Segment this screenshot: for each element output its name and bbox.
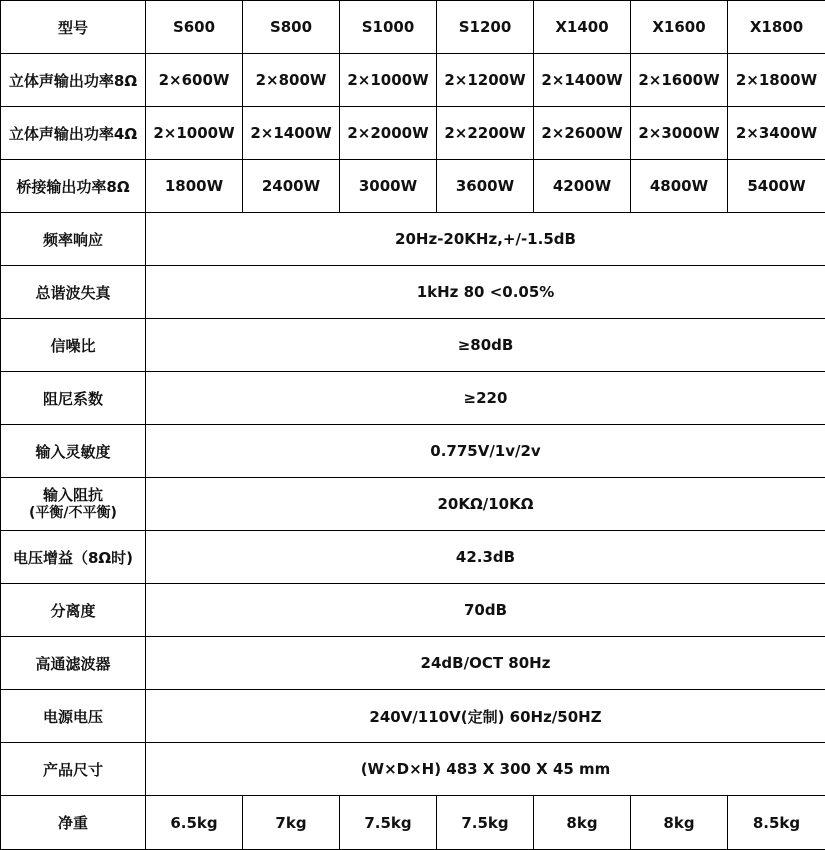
table-row (1, 160, 825, 213)
row-sublabel: (平衡/不平衡) (3, 505, 143, 523)
table-cell: 1800W (146, 160, 243, 213)
model-x1800: X1800 (728, 1, 825, 54)
row-label: 立体声输出功率8Ω (1, 54, 146, 107)
table-cell: 24dB/OCT 80Hz (146, 637, 825, 690)
table-cell: 2×3400W (728, 107, 825, 160)
table-cell: 42.3dB (146, 531, 825, 584)
row-label: 阻尼系数 (1, 372, 146, 425)
table-cell: 3600W (437, 160, 534, 213)
table-cell: 5400W (728, 160, 825, 213)
table-cell: 2×600W (146, 54, 243, 107)
header-label: 型号 (1, 1, 146, 54)
model-x1600: X1600 (631, 1, 728, 54)
table-row (1, 425, 825, 478)
table-cell: 8kg (534, 796, 631, 850)
row-label: 净重 (1, 796, 146, 850)
table-cell: 8kg (631, 796, 728, 850)
model-s1000: S1000 (340, 1, 437, 54)
row-label: 信噪比 (1, 319, 146, 372)
table-row (1, 213, 825, 266)
table-row (1, 372, 825, 425)
table-cell: 7kg (243, 796, 340, 850)
table-cell: 2×1600W (631, 54, 728, 107)
table-row (1, 531, 825, 584)
row-label: 电源电压 (1, 690, 146, 743)
model-s1200: S1200 (437, 1, 534, 54)
row-label: 立体声输出功率4Ω (1, 107, 146, 160)
table-cell: 2400W (243, 160, 340, 213)
table-cell: 2×2000W (340, 107, 437, 160)
table-cell: (W×D×H) 483 X 300 X 45 mm (146, 743, 825, 796)
table-row (1, 319, 825, 372)
table-row (1, 266, 825, 319)
table-cell: 2×2200W (437, 107, 534, 160)
table-row (1, 743, 825, 796)
table-cell: 2×1400W (534, 54, 631, 107)
model-x1400: X1400 (534, 1, 631, 54)
table-row (1, 637, 825, 690)
row-label: 高通滤波器 (1, 637, 146, 690)
table-cell: 2×2600W (534, 107, 631, 160)
table-cell: 2×1000W (340, 54, 437, 107)
model-s600: S600 (146, 1, 243, 54)
table-cell: 1kHz 80 <0.05% (146, 266, 825, 319)
table-row (1, 478, 825, 531)
table-cell: 4800W (631, 160, 728, 213)
row-label: 分离度 (1, 584, 146, 637)
table-row (1, 54, 825, 107)
header-row (1, 1, 825, 54)
table-cell: 7.5kg (340, 796, 437, 850)
table-cell: ≥220 (146, 372, 825, 425)
row-label: 输入灵敏度 (1, 425, 146, 478)
table-cell: 2×1800W (728, 54, 825, 107)
row-label: 桥接输出功率8Ω (1, 160, 146, 213)
table-row (1, 690, 825, 743)
table-cell: 2×1000W (146, 107, 243, 160)
table-cell: 70dB (146, 584, 825, 637)
table-cell: 8.5kg (728, 796, 825, 850)
row-label: 总谐波失真 (1, 266, 146, 319)
table-cell: 240V/110V(定制) 60Hz/50HZ (146, 690, 825, 743)
row-label: 输入阻抗 (3, 486, 143, 505)
table-row (1, 107, 825, 160)
table-cell: 20Hz-20KHz,+/-1.5dB (146, 213, 825, 266)
row-label: 产品尺寸 (1, 743, 146, 796)
model-s800: S800 (243, 1, 340, 54)
row-label-input-impedance (1, 478, 146, 531)
table-cell: ≥80dB (146, 319, 825, 372)
row-label: 电压增益（8Ω时) (1, 531, 146, 584)
table-cell: 4200W (534, 160, 631, 213)
table-row (1, 796, 825, 850)
table-cell: 3000W (340, 160, 437, 213)
table-cell: 2×1200W (437, 54, 534, 107)
table-cell: 6.5kg (146, 796, 243, 850)
table-cell: 0.775V/1v/2v (146, 425, 825, 478)
row-label: 频率响应 (1, 213, 146, 266)
table-cell: 2×1400W (243, 107, 340, 160)
table-row (1, 584, 825, 637)
table-cell: 7.5kg (437, 796, 534, 850)
table-cell: 2×3000W (631, 107, 728, 160)
table-cell: 20KΩ/10KΩ (146, 478, 825, 531)
table-cell: 2×800W (243, 54, 340, 107)
